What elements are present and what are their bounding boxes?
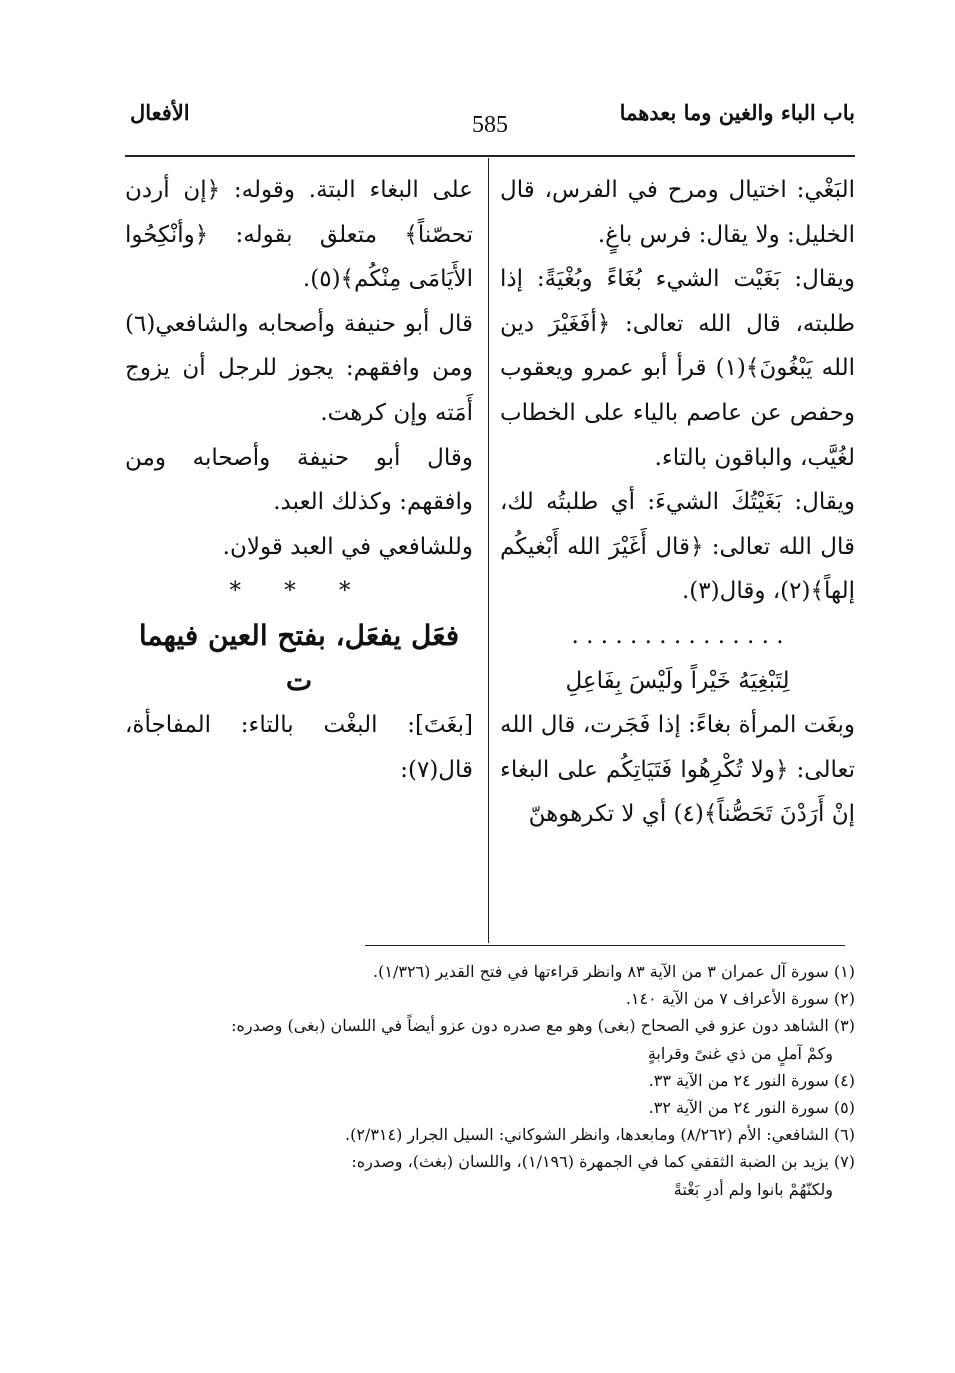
footnotes [120,958,855,1203]
footnote: (٧) يزيد بن الضبة الثقفي كما في الجمهرة (١/١٩٦)، واللسان (بغث)، وصدره: [351,1152,855,1172]
chapter-running-title: باب الباء والغين وما بعدهما [619,100,855,125]
entry-baghaytuka: ويقال: بَغَيْتُكَ الشيءَ: أي طلبتُه لك، قال الله تعالى: ﴿قال أَغَيْرَ الله أَبْغيكُم إلهاً﴾(٢)، وقال(٣). [500,489,855,605]
entry-al-baghy: البَغْي: اختيال ومرح في الفرس، قال الخليل: ولا يقال: فرس باغٍ. [500,177,855,248]
section-divider-stars: * * * [229,578,369,605]
footnote: (٢) سورة الأعراف ٧ من الآية ١٤٠. [625,989,855,1009]
right-column [500,168,855,837]
footnote: (٤) سورة النور ٢٤ من الآية ٣٣. [648,1070,855,1090]
header-rule [125,155,855,157]
abd-paragraph: وقال أبو حنيفة وأصحابه ومن وافقهم: وكذلك العبد. [125,444,473,516]
letter-heading: ت [285,663,313,697]
ellipsis-line: . . . . . . . . . . . . . . . [571,622,784,649]
shafii-paragraph: وللشافعي في العبد قولان. [222,533,473,560]
entry-baghaytu: ويقال: بَغَيْت الشيء بُغَاءً وبُغْيَةً: إذا طلبته، قال الله تعالى: ﴿أفَغَيْرَ دين الله يَبْغُونَ﴾(١) قرأ أبو عمرو ويعقوب وحفص عن عاصم بالياء على الخطاب لغُيَّب، والباقون بالتاء. [500,266,855,471]
column-separator [488,158,489,943]
section-running-title: الأفعال [130,100,190,125]
footnote: (٦) الشافعي: الأم (٨/٢٦٢) ومابعدها، وانظر الشوكاني: السيل الجرار (٢/٣١٤). [345,1125,855,1145]
poetry-verse: لِتَبْغِيَهُ خَيْراً ولَيْسَ بِفَاعِلِ [565,667,790,694]
entry-baghata: [بغَتَ]: البغْت بالتاء: المفاجأة، قال(٧): [125,712,473,783]
footnote: (٣) الشاهد دون عزو في الصحاح (بغى) وهو مع صدره دون عزو أيضاً في اللسان (بغى) وصدره: [231,1016,855,1036]
footnote-rule [365,945,845,946]
chapter-heading: فعَل يفعَل، بفتح العين فيهما [138,618,460,652]
footnote: (٥) سورة النور ٢٤ من الآية ٣٢. [648,1098,855,1118]
footnote: (١) سورة آل عمران ٣ من الآية ٨٣ وانظر قراءتها في فتح القدير (١/٣٢٦). [373,962,855,981]
footnote-verse: ولكنّهُمْ بانوا ولم أدرِ بَغْتةً [673,1179,833,1199]
left-column [125,168,473,792]
continuation-paragraph: على البغاء البتة. وقوله: ﴿إن أردن تحصّناً﴾ متعلق بقوله: ﴿وأنْكِحُوا الأَيَامَى مِنْكُم﴾(٥). [125,177,473,293]
footnote-verse: وكمْ آملٍ من ذي غنىً وقرابةٍ [647,1043,833,1063]
page-number: 585 [472,112,508,138]
entry-baghat: وبغَت المرأة بغاءً: إذا فَجَرت، قال الله تعالى: ﴿ولا تُكْرِهُوا فَتَيَاتِكُم على البغاء إنْ أَرَدْنَ تَحَصُّناً﴾(٤) أي لا تكرهوهنّ [500,712,855,828]
abu-hanifa-paragraph: قال أبو حنيفة وأصحابه والشافعي(٦) ومن وافقهم: يجوز للرجل أن يزوج أَمَته وإن كرهت. [125,310,473,426]
